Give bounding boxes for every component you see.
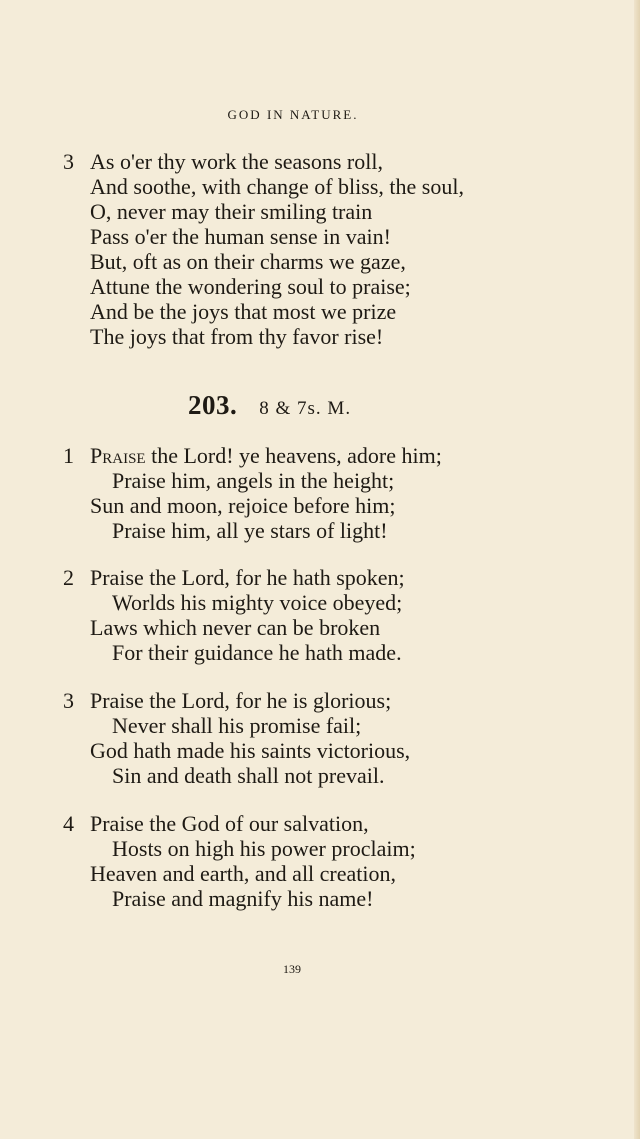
verse-line: Praise the God of our salvation, bbox=[90, 811, 369, 836]
verse-line: Praise and magnify his name! bbox=[112, 886, 374, 911]
page-number: 139 bbox=[283, 962, 301, 976]
stanza-number: 1 bbox=[63, 443, 74, 468]
verse-line: Attune the wondering soul to praise; bbox=[90, 274, 411, 299]
verse-line: God hath made his saints victorious, bbox=[90, 738, 411, 763]
verse-line: Heaven and earth, and all creation, bbox=[90, 861, 397, 886]
verse-line: And soothe, with change of bliss, the soul, bbox=[90, 174, 464, 199]
verse-line: Praise him, all ye stars of light! bbox=[112, 518, 388, 543]
hymn-header bbox=[188, 390, 351, 421]
verse-line: O, never may their smiling train bbox=[90, 199, 373, 224]
verse-line: Laws which never can be broken bbox=[90, 615, 381, 640]
verse-line: The joys that from thy favor rise! bbox=[90, 324, 384, 349]
verse-line: Pass o'er the human sense in vain! bbox=[90, 224, 391, 249]
verse-line: And be the joys that most we prize bbox=[90, 299, 397, 324]
verse-line: Praise the Lord, for he hath spoken; bbox=[90, 565, 405, 590]
page-edge bbox=[634, 0, 640, 1139]
verse-line: As o'er thy work the seasons roll, bbox=[90, 149, 383, 174]
verse-line: Praise him, angels in the height; bbox=[112, 468, 395, 493]
verse-line: For their guidance he hath made. bbox=[112, 640, 402, 665]
verse-line: Never shall his promise fail; bbox=[112, 713, 362, 738]
first-word: Praise bbox=[90, 443, 146, 468]
verse-line: Worlds his mighty voice obeyed; bbox=[112, 590, 403, 615]
hymn-meter: 8 & 7s. M. bbox=[259, 398, 352, 419]
stanza-number: 2 bbox=[63, 565, 74, 590]
verse-line: Sun and moon, rejoice before him; bbox=[90, 493, 396, 518]
hymn-number: 203. bbox=[188, 390, 238, 420]
verse-line bbox=[90, 444, 442, 468]
stanza-number: 4 bbox=[63, 811, 74, 836]
running-head: GOD IN NATURE. bbox=[227, 107, 359, 122]
verse-line: Praise the Lord, for he is glorious; bbox=[90, 688, 392, 713]
stanza-number: 3 bbox=[63, 149, 74, 174]
verse-line: Sin and death shall not prevail. bbox=[112, 763, 385, 788]
verse-line: But, oft as on their charms we gaze, bbox=[90, 249, 406, 274]
first-line-rest: the Lord! ye heavens, adore him; bbox=[145, 443, 442, 468]
verse-line: Hosts on high his power proclaim; bbox=[112, 836, 416, 861]
stanza-number: 3 bbox=[63, 688, 74, 713]
